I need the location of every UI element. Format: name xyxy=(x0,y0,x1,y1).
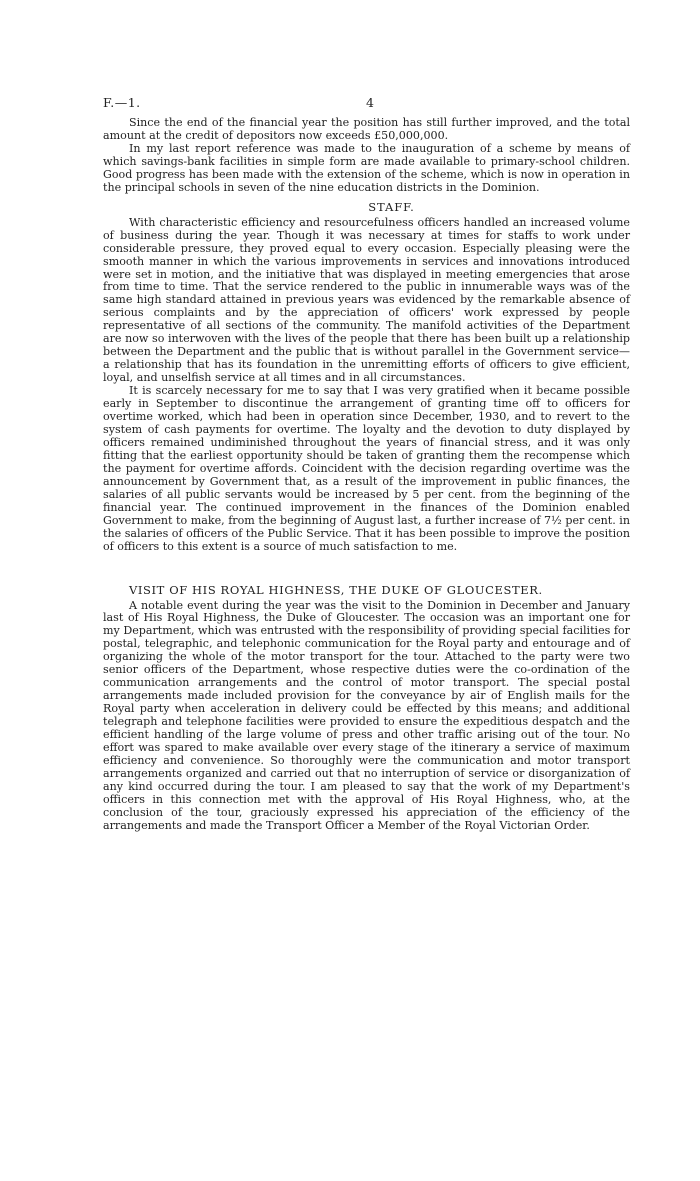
document-reference: F.—1. xyxy=(103,95,141,110)
paragraph-staff-overtime: It is scarcely necessary for me to say that I was very gratified when it became possible early in September to discontinue the arrangement of granting time off to officers for overtime worked, which had been in operation since December, 1930, and to revert to the system of cash payments for overtime. The loyalty and the devotion to duty displayed by officers remained undiminished throughout the years of financial stress, and it was only fitting that the earliest opportunity should be taken of granting them the recompense which the payment for overtime affords. Coincident with the decision regarding overtime was the announcement by Government that, as a result of the improvement in public finances, the salaries of all public servants would be increased by 5 per cent. from the beginning of the financial year. The continued improvement in the finances of the Dominion enabled Government to make, from the beginning of August last, a further increase of 7½ per cent. in the salaries of officers of the Public Service. That it has been possible to improve the position of officers to this extent is a source of much satisfaction to me. xyxy=(103,384,630,553)
paragraph-school-savings: In my last report reference was made to the inauguration of a scheme by means of which savings-bank facilities in simple form are made available to primary-school children. Good progress has been made with the extension of the scheme, which is now in operation in the principal schools in seven of the nine education districts in the Dominion. xyxy=(103,141,630,194)
paragraph-royal-visit: A notable event during the year was the visit to the Dominion in December and January last of His Royal Highness, the Duke of Gloucester. The occasion was an important one for my Department, which was entrusted with the responsibility of providing special facilities for postal, telegraphic, and telephonic communication for the Royal party and entourage and of organizing the whole of the motor transport for the tour. Attached to the party were two senior officers of the Department, whose respective duties were the co-ordination of the communication arrangements and the control of motor transport. The special postal arrangements made included provision for the conveyance by air of English mails for the Royal party when acceleration in delivery could be effected by this means; and additional telegraph and telephone facilities were provided to ensure the expeditious despatch and the efficient handling of the large volume of press and other traffic arising out of the tour. No effort was spared to make available over every stage of the itinerary a service of maximum efficiency and convenience. So thoroughly were the communication and motor transport arrangements organized and carried out that no interruption of service or disorganization of any kind occurred during the tour. I am pleased to say that the work of my Department's officers in this connection met with the approval of His Royal Highness, who, at the conclusion of the tour, graciously expressed his appreciation of the efficiency of the arrangements and made the Transport Officer a Member of the Royal Victorian Order. xyxy=(103,598,630,832)
page-number: 4 xyxy=(366,95,375,110)
section-heading-royal-visit: VISIT OF HIS ROYAL HIGHNESS, THE DUKE OF GLOUCESTER. xyxy=(129,582,543,597)
running-head xyxy=(103,95,630,117)
section-heading-staff: STAFF. xyxy=(368,199,415,214)
royal-visit-section xyxy=(103,583,630,833)
paragraph-staff-efficiency: With characteristic efficiency and resourcefulness officers handled an increased volume of business during the year. Though it was necessary at times for staffs to work under considerable pressure, they proved equal to every occasion. Especially pleasing were the smooth manner in which the various improvements in services and innovations introduced were set in motion, and the initiative that was displayed in meeting emergencies that arose from time to time. That the service rendered to the public in innumerable ways was of the same high standard attained in previous years was evidenced by the remarkable absence of serious complaints and by the appreciation of officers' work expressed by people representative of all sections of the community. The manifold activities of the Department are now so interwoven with the lives of the people that there has been built up a relationship between the Department and the public that is without parallel in the Government service—a relationship that has its foundation in the unremitting efforts of officers to give efficient, loyal, and unselfish service at all times and in all circumstances. xyxy=(103,215,630,385)
paragraph-depositors: Since the end of the financial year the position has still further improved, and the total amount at the credit of depositors now exceeds £50,000,000. xyxy=(103,116,630,142)
staff-section xyxy=(103,200,630,554)
intro-section xyxy=(103,117,630,195)
